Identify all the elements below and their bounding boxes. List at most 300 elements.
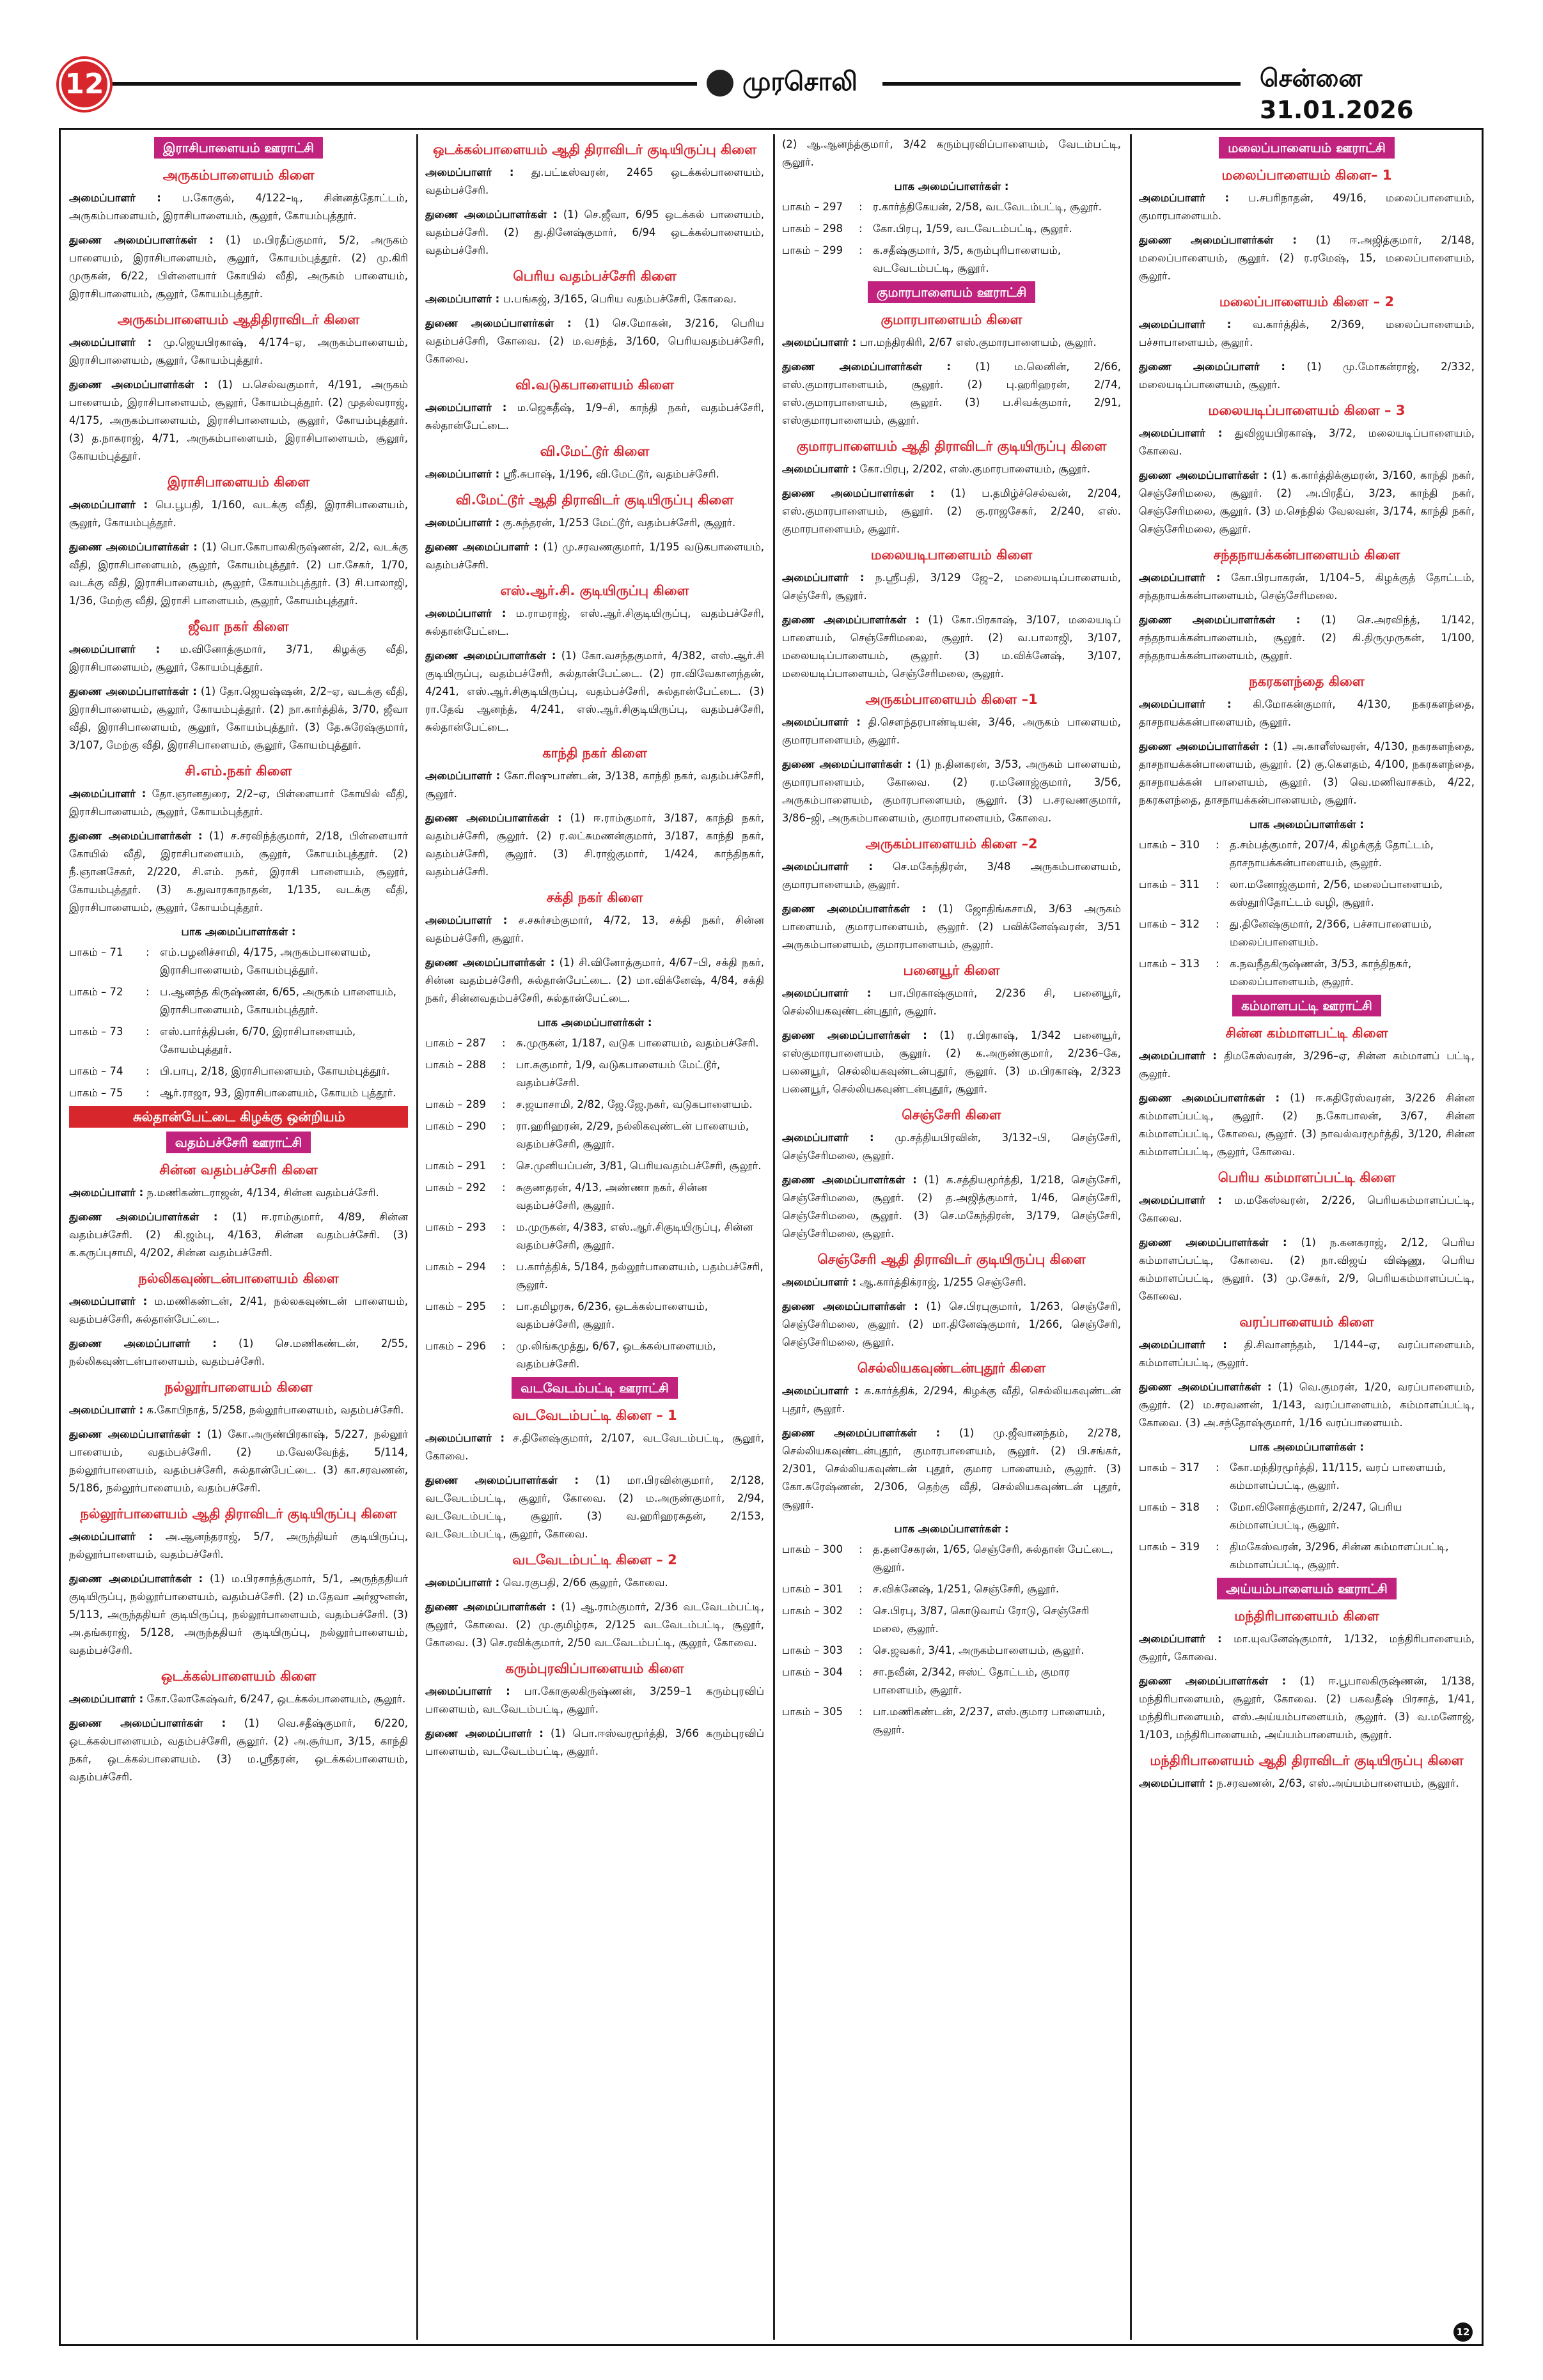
member-details: (1) செ.பிரபுகுமார், 1/263, செஞ்சேரி, செஞ்சேரிமலை, சூலூர். (2) மா.தினேஷ்குமார், 1/266, செஞ்சேரி, செஞ்சேரிமலை, சூலூர்.: [782, 1300, 1121, 1348]
booth-row: [782, 1580, 1121, 1598]
office-bearer-entry: [69, 1690, 408, 1708]
role-label: துணை அமைப்பாளர்கள் :: [425, 812, 562, 824]
branch-heading: செல்லியகவுண்டன்புதூர் கிளை: [857, 1360, 1046, 1376]
member-details: மா.யுவனேஷ்குமார், 1/132, மந்திரிபாளையம், சூலூர், கோவை.: [1139, 1633, 1475, 1663]
office-bearer-entry: [782, 984, 1121, 1020]
office-bearer-entry: [425, 164, 764, 199]
page-header: [0, 0, 1543, 147]
booth-row: [782, 242, 1121, 277]
booth-number: பாகம் – 318: [1139, 1501, 1200, 1513]
booth-row: [425, 1337, 764, 1373]
office-bearer-entry: [1139, 1630, 1475, 1666]
office-bearer-entry: [782, 713, 1121, 749]
booth-number: பாகம் – 291: [425, 1160, 486, 1172]
member-details: (1) செ.மணிகண்டன், 2/55, நல்லிகவுண்டன்பாளையம், வதம்பச்சேரி.: [69, 1337, 408, 1367]
booth-number: பாகம் – 293: [425, 1221, 486, 1233]
office-bearer-entry: [425, 912, 764, 947]
member-details: க.கார்த்திக், 2/294, கிழக்கு வீதி, செல்லியகவுண்டன் புதூர், சூலூர்.: [782, 1385, 1121, 1415]
role-label: அமைப்பாளர் :: [782, 987, 872, 999]
booth-separator: :: [146, 1087, 150, 1099]
member-details: கோ.ரிஷுபாண்டன், 3/138, காந்தி நகர், வதம்பச்சேரி, சூலூர்.: [425, 770, 764, 800]
booth-separator: :: [502, 1037, 506, 1049]
section-banner: குமாரபாளையம் ஊராட்சி: [868, 281, 1036, 303]
role-label: துணை அமைப்பாளர்கள் :: [1139, 614, 1301, 626]
member-details: தோ.ஞானதுரை, 2/2–ஏ, பிள்ளையார் கோயில் வீதி, இராசிபாளையம், சூலூர், கோயம்புத்தூர்.: [69, 788, 408, 818]
booth-row: [425, 1179, 764, 1215]
booth-member: செ.ஜவகர், 3/41, அருகம்பாளையம், சூலூர்.: [873, 1644, 1085, 1656]
branch-heading: மந்திரிபாளையம் கிளை: [1234, 1608, 1379, 1624]
role-label: அமைப்பாளர் :: [782, 860, 873, 873]
booth-separator: :: [859, 1583, 863, 1595]
booth-row: [1139, 836, 1475, 872]
booth-separator: :: [502, 1261, 506, 1273]
booth-row: [425, 1298, 764, 1334]
role-label: துணை அமைப்பாளர்கள் :: [1139, 1675, 1287, 1687]
office-bearer-entry: [69, 538, 408, 610]
booth-row: [425, 1157, 764, 1175]
role-label: துணை அமைப்பாளர்கள் :: [69, 378, 208, 391]
booth-number: பாகம் – 305: [782, 1706, 843, 1718]
booth-separator: :: [1216, 839, 1219, 851]
booth-separator: :: [859, 1644, 863, 1656]
member-details: தி.சௌந்தரபாண்டியன், 3/46, அருகம் பாளையம், குமாரபாளையம், சூலூர்.: [782, 716, 1121, 746]
member-details: ப.சபரிநாதன், 49/16, மலைப்பாளையம், குமாரபாளையம்.: [1139, 192, 1475, 222]
office-bearer-entry: [782, 1382, 1121, 1418]
column-divider: [773, 134, 775, 2340]
column-1: [69, 133, 408, 2338]
booth-member: ம.முருகன், 4/383, எஸ்.ஆர்.சிகுடியிருப்பு, சின்ன வதம்பச்சேரி, சூலூர்.: [516, 1221, 753, 1251]
office-bearer-entry: [1139, 1775, 1475, 1793]
booth-separator: :: [859, 1605, 863, 1617]
role-label: துணை அமைப்பாளர்கள் :: [782, 1300, 918, 1312]
booth-separator: :: [859, 244, 863, 256]
office-bearer-entry: [1139, 358, 1475, 394]
role-label: அமைப்பாளர் :: [1139, 427, 1223, 439]
member-details: ப.பங்கஜ், 3/165, பெரிய வதம்பச்சேரி, கோவை.: [503, 293, 737, 305]
member-details: (1) ம.லெனின், 2/66, எஸ்.குமாரபாளையம், சூலூர். (2) பு.ஹரிஹரன், 2/74, எஸ்.குமாரபாளையம், சூலூர். (3) ப.சிவக்குமார், 2/91, எஸ்குமாரபாளையம், சூலூர்.: [782, 361, 1121, 426]
branch-heading: அருகம்பாளையம் கிளை –1: [865, 692, 1038, 707]
office-bearer-entry: [782, 569, 1121, 605]
office-bearer-entry: [69, 1401, 408, 1419]
member-details: (1) ஈ.பூபாலகிருஷ்ணன், 1/138, மந்திரிபாளையம், சூலூர், கோவை. (2) பகவதீஷ் பிரசாத், 1/41, மந்திரிபாளையம், எஸ்.அய்யம்பாளையம், சூலூர். (3) வ.மனோஜ், 1/103, மந்திரிபாளையம், அய்யம்பாளையம், சூலூர்.: [1139, 1675, 1475, 1741]
role-label: துணை அமைப்பாளர்கள் :: [69, 234, 214, 246]
branch-heading: மலையடிபாளையம் கிளை: [870, 547, 1033, 563]
role-label: துணை அமைப்பாளர்கள் :: [69, 1717, 226, 1729]
booth-row: [425, 1218, 764, 1254]
branch-heading: செஞ்சேரி ஆதி திராவிடர் குடியிருப்பு கிளை: [817, 1252, 1086, 1267]
member-details: (1) ஈ.ராம்குமார், 3/187, காந்தி நகர், வதம்பச்சேரி, சூலூர். (2) ர.லட்சுமணன்குமார், 3/187, காந்தி நகர், வதம்பச்சேரி, சூலூர். (3) சி.ராஜ்குமார், 1/424, காந்திநகர், வதம்பச்சேரி.: [425, 812, 764, 878]
office-bearer-entry: [1139, 316, 1475, 352]
booth-number: பாகம் – 317: [1139, 1461, 1200, 1474]
member-details: ந.ஸ்ரீபதி, 3/129 ஜே–2, மலையடிப்பாளையம், செஞ்சேரி, சூலூர்.: [782, 572, 1121, 602]
masthead-title: முரசொலி: [742, 66, 858, 97]
office-bearer-entry: [1139, 1047, 1475, 1083]
member-details: ப.கோகுல், 4/122–டி, சின்னத்தோட்டம், அருகம்பாளையம், இராசிபாளையம், சூலூர், கோயம்புத்தூர்.: [69, 192, 408, 222]
office-bearer-entry: [69, 1570, 408, 1660]
booth-row: [1139, 1538, 1475, 1574]
office-bearer-entry: [69, 1184, 408, 1202]
branch-heading: பெரிய வதம்பச்சேரி கிளை: [513, 268, 677, 284]
booth-member: ச.ஜயாசாமி, 2/82, ஜே.ஜே.நகர், வடுகபாளையம்.: [516, 1098, 753, 1110]
booth-row: [782, 1703, 1121, 1739]
branch-heading: கரும்புரவிப்பாளையம் கிளை: [505, 1661, 684, 1676]
role-label: அமைப்பாளர் :: [425, 468, 500, 480]
role-label: அமைப்பாளர் :: [69, 1530, 153, 1543]
booth-row: [69, 1062, 408, 1080]
office-bearer-entry: [1139, 611, 1475, 665]
branch-heading: சின்ன கம்மாளபட்டி கிளை: [1225, 1025, 1388, 1041]
section-banner: வதம்பச்சேரி ஊராட்சி: [166, 1132, 311, 1153]
member-details: பா.கோகுலகிருஷ்ணன், 3/259–1 கரும்புரவிப் பாளையம், வடவேடம்பட்டி, சூலூர்.: [425, 1685, 764, 1715]
booth-separator: :: [859, 201, 863, 213]
member-details: கோ.பிரபாகரன், 1/104–5, கிழக்குத் தோட்டம், சந்தநாயக்கன்பாளையம், செஞ்சேரிமலை.: [1139, 572, 1475, 602]
office-bearer-entry: [69, 785, 408, 821]
role-label: அமைப்பாளர் :: [425, 1432, 505, 1444]
role-label: துணை அமைப்பாளர்கள் :: [69, 1428, 201, 1440]
member-details: ம.ஜெகதீஷ், 1/9–சி, காந்தி நகர், வதம்பச்சேரி, சுல்தான்பேட்டை.: [425, 401, 764, 432]
member-details: ச.தினேஷ்குமார், 2/107, வடவேடம்பட்டி, சூலூர், கோவை.: [425, 1432, 764, 1462]
branch-heading: வி.மேட்டூர் கிளை: [540, 444, 650, 459]
member-details: (1) பொ.ஈஸ்வரமூர்த்தி, 3/66 கரும்புரவிப் பாளையம், வடவேடம்பட்டி, சூலூர்.: [425, 1727, 764, 1757]
member-details: (1) தோ.ஜெயஷ்ஷன், 2/2–ஏ, வடக்கு வீதி, இராசிபாளையம், சூலூர், கோயம்புத்தூர். (2) நா.கார்த்திக், 3/70, ஜீவா வீதி, இராசிபாளையம், சூலூர், கோயம்புத்தூர். (3) தே.சுரேஷ்குமார், 3/107, மேற்கு வீதி, இராசிபாளையம், சூலூர், கோயம்புத்தூர்.: [69, 685, 408, 751]
office-bearer-entry: [69, 496, 408, 532]
member-details: (1) ஆ.ராம்குமார், 2/36 வடவேடம்பட்டி, சூலூர், கோவை. (2) மு.குமிழ்ரசு, 2/125 வடவேடம்பட்டி, சூலூர், கோவை. (3) செ.ரவிக்குமார், 2/50 வடவேடம்பட்டி, சூலூர், கோவை.: [425, 1601, 764, 1649]
member-details: (1) செ.மோகன், 3/216, பெரிய வதம்பச்சேரி, கோவை. (2) ம.வசந்த், 3/160, பெரியவதம்பச்சேரி, கோவை.: [425, 317, 764, 365]
booth-number: பாகம் – 310: [1139, 839, 1200, 851]
role-label: துணை அமைப்பாளர்கள் :: [69, 830, 203, 842]
office-bearer-entry: [425, 399, 764, 435]
booth-member: ரா.ஹரிஹரன், 2/29, நல்லிகவுண்டன் பாளையம், வதம்பச்சேரி, சூலூர்.: [516, 1120, 749, 1150]
role-label: துணை அமைப்பாளர்கள் :: [1139, 1381, 1272, 1393]
member-details: திமகேஸ்வரன், 3/296–ஏ, சின்ன கம்மாளப் பட்டி, சூலூர்.: [1139, 1050, 1475, 1080]
booth-separator: :: [1216, 1501, 1219, 1513]
member-details: கோ.லோகேஷ்வர், 6/247, ஒடக்கல்பாளையம், சூலூர்.: [146, 1693, 406, 1705]
branch-heading: சந்தநாயக்கன்பாளையம் கிளை: [1213, 547, 1400, 563]
role-label: அமைப்பாளர் :: [425, 914, 508, 926]
role-label: துணை அமைப்பாளர் :: [425, 1727, 544, 1739]
member-details: வெ.ரகுபதி, 2/66 சூலூர், கோவை.: [503, 1576, 668, 1589]
member-details: பா.மந்திரகிரி, 2/67 எஸ்.குமாரபாளையம், சூலூர்.: [859, 336, 1097, 348]
office-bearer-entry: [782, 1273, 1121, 1291]
booth-number: பாகம் – 300: [782, 1543, 843, 1555]
branch-heading: சி.எம்.நகர் கிளை: [185, 763, 292, 779]
role-label: துணை அமைப்பாளர்கள் :: [69, 1211, 218, 1223]
member-details: மு.ஜெயபிரகாஷ், 4/174–ஏ, அருகம்பாளையம், இராசிபாளையம், சூலூர், கோயம்புத்தூர்.: [69, 336, 408, 366]
member-details: (1) ப.செல்வகுமார், 4/191, அருகம் பாளையம், இராசிபாளையம், சூலூர், கோயம்புத்தூர். (2) முதல்வராஜ், 4/175, அருகம்பாளையம், இராசிபாளையம், சூலூர், கோயம்புத்தூர். (3) த.நாகராஜ், 4/71, அருகம்பாளையம், இராசிபாளையம், சூலூர், கோயம்புத்தூர்.: [69, 378, 408, 462]
role-label: துணை அமைப்பாளர்கள் :: [425, 317, 572, 329]
branch-heading: எஸ்.ஆர்.சி. குடியிருப்பு கிளை: [500, 583, 689, 598]
branch-heading: அருகம்பாளையம் கிளை –2: [865, 836, 1038, 852]
booth-separator: :: [859, 1666, 863, 1678]
booth-row: [1139, 915, 1475, 951]
booth-separator: :: [1216, 918, 1219, 930]
office-bearer-entry: [69, 1426, 408, 1497]
branch-heading: ஜீவா நகர் கிளை: [188, 619, 289, 634]
booth-separator: :: [502, 1120, 506, 1132]
role-label: அமைப்பாளர் :: [69, 499, 148, 511]
section-banner: இராசிபாளையம் ஊராட்சி: [154, 137, 323, 159]
branch-heading: மலைப்பாளையம் கிளை– 1: [1221, 167, 1392, 183]
member-details: து.பட்டீஸ்வரன், 2465 ஒடக்கல்பாளையம், வதம்பச்சேரி.: [425, 166, 764, 196]
member-details: (1) ஈ.அஜித்குமார், 2/148, மலைப்பாளையம், சூலூர். (2) ர.ரமேஷ், 15, மலைப்பாளையம், சூலூர்.: [1139, 234, 1475, 282]
office-bearer-entry: [425, 809, 764, 881]
member-details: (1) அ.காளீஸ்வரன், 4/130, நகரகளந்தை, தாசநாயக்கன்பாளையம், சூலூர். (2) கு.கௌதம், 4/100, நகரகளந்தை, தாசநாயக்கன் பாளையம், சூலூர். (3) வெ.மணிவாசகம், 4/22, நகரகளந்தை, தாசநாயக்கன்பாளையம், சூலூர்.: [1139, 740, 1475, 806]
branch-heading: வி.மேட்டூர் ஆதி திராவிடர் குடியிருப்பு கிளை: [455, 492, 734, 508]
booth-member: பா.தமிழரசு, 6/236, ஒடக்கல்பாளையம், வதம்பச்சேரி, சூலூர்.: [516, 1300, 709, 1330]
booth-row: [782, 1541, 1121, 1576]
page-number-badge: 12: [59, 59, 110, 110]
role-label: அமைப்பாளர் :: [69, 788, 146, 800]
member-details: (1) ப.தமிழ்ச்செல்வன், 2/204, எஸ்.குமாரபாளையம், சூலூர். (2) கு.ராஜசேகர், 2/240, எஸ். குமாரபாளையம், சூலூர்.: [782, 487, 1121, 535]
office-bearer-entry: [1139, 738, 1475, 809]
booth-member: பா.மணிகண்டன், 2/237, எஸ்.குமார பாளையம், சூலூர்.: [873, 1706, 1106, 1736]
member-details: ம.வினோத்குமார், 3/71, கிழக்கு வீதி, இராசிபாளையம், சூலூர், கோயம்புத்தூர்.: [69, 643, 408, 673]
role-label: அமைப்பாளர் :: [1139, 572, 1221, 584]
section-banner: மலைப்பாளையம் ஊராட்சி: [1219, 137, 1395, 159]
branch-heading: நகரகளந்தை கிளை: [1249, 674, 1365, 689]
office-bearer-entry: [425, 290, 764, 308]
booth-separator: :: [146, 946, 150, 958]
office-bearer-entry: [1139, 1234, 1475, 1305]
branch-heading: பனையூர் கிளை: [903, 963, 1000, 978]
booth-number: பாகம் – 302: [782, 1605, 843, 1617]
office-bearer-entry: [782, 1129, 1121, 1165]
booth-member: க.சதீஷ்குமார், 3/5, கரும்புரிபாளையம், வடவேடம்பட்டி, சூலூர்.: [873, 244, 1061, 274]
booth-row: [782, 220, 1121, 238]
role-label: துணை அமைப்பாளர்கள் :: [69, 541, 198, 553]
role-label: அமைப்பாளர் :: [1139, 1777, 1214, 1789]
member-details: (1) க.கார்த்திக்குமரன், 3/160, காந்தி நகர், செஞ்சேரிமலை, சூலூர். (2) அ.பிரதீப், 3/23, காந்தி நகர், செஞ்சேரிமலை, சூலூர். (3) ம.செந்தில் வேலவன், 3/174, காந்தி நகர், செஞ்சேரிமலை, சூலூர்.: [1139, 469, 1475, 535]
role-label: அமைப்பாளர் :: [69, 1404, 144, 1416]
booth-separator: :: [146, 1025, 150, 1038]
member-details: (1) செ.அரவிந்த், 1/142, சந்தநாயக்கன்பாளையம், சூலூர். (2) கி.திருமுருகன், 1/100, சந்தநாயக்கன்பாளையம், சூலூர்.: [1139, 614, 1475, 662]
role-label: அமைப்பாளர் :: [1139, 1339, 1227, 1351]
header-rule-right: [882, 82, 1241, 86]
role-label: அமைப்பாளர் :: [1139, 318, 1232, 331]
header-rule-left: [109, 82, 697, 86]
office-bearer-entry: [69, 189, 408, 225]
booth-number: பாகம் – 74: [69, 1065, 123, 1077]
branch-heading: மந்திரிபாளையம் ஆதி திராவிடர் குடியிருப்பு கிளை: [1150, 1753, 1464, 1768]
branch-heading: பெரிய கம்மாளப்பட்டி கிளை: [1218, 1170, 1396, 1185]
office-bearer-entry: [782, 900, 1121, 954]
role-label: அமைப்பாளர் :: [69, 1295, 148, 1307]
column-2: [425, 133, 764, 2338]
booth-row: [782, 1602, 1121, 1638]
booth-separator: :: [502, 1098, 506, 1110]
section-label: பாக அமைப்பாளர்கள் :: [1249, 1441, 1364, 1453]
booth-member: சுகுணதரன், 4/13, அண்ணா நகர், சின்ன வதம்பச்சேரி, சூலூர்.: [516, 1181, 707, 1211]
booth-member: ஆர்.ராஜா, 93, இராசிபாளையம், கோயம் புத்தூர்.: [160, 1087, 396, 1099]
member-details: ஆ.கார்த்திக்ராஜ், 1/255 செஞ்சேரி.: [859, 1276, 1027, 1288]
role-label: அமைப்பாளர் :: [1139, 698, 1232, 710]
column-4: [1139, 133, 1475, 2338]
booth-member: செ.முனியப்பன், 3/81, பெரியவதம்பச்சேரி, சூலூர்.: [516, 1160, 762, 1172]
role-label: துணை அமைப்பாளர்கள் :: [782, 1174, 917, 1186]
office-bearer-entry: [782, 460, 1121, 478]
role-label: துணை அமைப்பாளர்கள் :: [425, 208, 558, 221]
booth-row: [425, 1096, 764, 1114]
section-banner: வடவேடம்பட்டி ஊராட்சி: [512, 1377, 678, 1399]
role-label: துணை அமைப்பாளர்கள் :: [782, 487, 935, 499]
office-bearer-entry: [782, 485, 1121, 538]
member-details: ம.மணிகண்டன், 2/41, நல்லகவுண்டன் பாளையம், வதம்பச்சேரி, சுல்தான்பேட்டை.: [69, 1295, 408, 1325]
booth-number: பாகம் – 312: [1139, 918, 1200, 930]
office-bearer-entry: [782, 136, 1121, 171]
member-details: கி.மோகன்குமார், 4/130, நகரகளந்தை, தாசநாயக்கன்பாளையம், சூலூர்.: [1139, 698, 1475, 728]
role-label: துணை அமைப்பாளர்கள் :: [1139, 1092, 1280, 1104]
member-details: (1) மா.பிரவின்குமார், 2/128, வடவேடம்பட்டி, சூலூர், கோவை. (2) ம.அருண்குமார், 2/94, வடவேடம்பட்டி, சூலூர். (3) வ.ஹரிஹரசுதன், 2/153, வடவேடம்பட்டி, சூலூர், கோவை.: [425, 1474, 764, 1540]
member-details: (1) ந.தினகரன், 3/53, அருகம் பாளையம், குமாரபாளையம், கோவை. (2) ர.மனோஜ்குமார், 3/56, அருகம்பாளையம், குமாரபாளையம், சூலூர். (3) ப.சரவணகுமார், 3/86–ஜி, அருகம்பாளையம், குமாரபாளையம், கோவை.: [782, 758, 1121, 824]
role-label: அமைப்பாளர் :: [1139, 1050, 1218, 1062]
role-label: அமைப்பாளர் :: [782, 1132, 874, 1144]
office-bearer-entry: [782, 1027, 1121, 1098]
booth-separator: :: [859, 1706, 863, 1718]
role-label: துணை அமைப்பாளர்கள் :: [69, 1573, 203, 1585]
branch-heading: வி.வடுகபாளையம் கிளை: [515, 377, 674, 393]
role-label: துணை அமைப்பாளர் :: [1139, 361, 1286, 373]
booth-number: பாகம் – 290: [425, 1120, 486, 1132]
role-label: துணை அமைப்பாளர்கள் :: [1139, 1236, 1287, 1248]
booth-number: பாகம் – 296: [425, 1340, 486, 1352]
office-bearer-entry: [69, 231, 408, 303]
member-details: (1) கோ.அருண்பிரகாஷ், 5/227, நல்லூர் பாளையம், வதம்பச்சேரி. (2) ம.வேலவேந்த், 5/114, நல்லூர்பாளையம், வதம்பச்சேரி, சுல்தான்பேட்டை. (3) கா.சரவணன், 5/186, நல்லூர்பாளையம், வதம்பச்சேரி.: [69, 1428, 408, 1494]
booth-member: எஸ்.பார்த்திபன், 6/70, இராசிபாளையம், கோயம்புத்தூர்.: [160, 1025, 356, 1055]
role-label: துணை அமைப்பாளர்கள் :: [782, 614, 920, 626]
branch-heading: அருகம்பாளையம் கிளை: [162, 167, 315, 183]
member-details: (1) ச.சரவிந்த்குமார், 2/18, பிள்ளையார் கோயில் வீதி, இராசிபாளையம், சூலூர், கோயம்புத்தூர். (2) நீ.ஞானசேகர், 2/220, சி.எம். நகர், இராசி பாளையம், சூலூர், கோயம்புத்தூர். (3) க.துவாரகாநாதன், 1/135, வடக்கு வீதி, இராசிபாளையம், சூலூர், கோயம்புத்தூர்.: [69, 830, 408, 914]
office-bearer-entry: [69, 641, 408, 676]
role-label: அமைப்பாளர் :: [782, 463, 857, 475]
office-bearer-entry: [425, 1472, 764, 1543]
office-bearer-entry: [69, 376, 408, 465]
member-details: க.கோபிநாத், 5/258, நல்லூர்பாளையம், வதம்பச்சேரி.: [146, 1404, 404, 1416]
column-3: [782, 133, 1121, 2338]
booth-row: [425, 1056, 764, 1092]
role-label: அமைப்பாளர் :: [1139, 1633, 1222, 1645]
role-label: அமைப்பாளர் :: [425, 1576, 500, 1589]
booth-member: சா.நவீன், 2/342, ஈஸ்ட் தோட்டம், குமார பாளையம், சூலூர்.: [873, 1666, 1070, 1696]
office-bearer-entry: [69, 1528, 408, 1564]
role-label: அமைப்பாளர் :: [1139, 1194, 1223, 1206]
booth-row: [69, 1084, 408, 1102]
booth-member: த.தனசேகரன், 1/65, செஞ்சேரி, சுல்தான் பேட்டை, சூலூர்.: [873, 1543, 1113, 1573]
booth-member: சு.முருகன், 1/187, வடுக பாளையம், வதம்பச்சேரி.: [516, 1037, 759, 1049]
booth-member: ர.கார்த்திகேயன், 2/58, வடவேடம்பட்டி, சூலூர்.: [873, 201, 1102, 213]
member-details: ஸ்ரீ.சுபாஷ், 1/196, வி.மேட்டூர், வதம்பச்சேரி.: [503, 468, 719, 480]
booth-separator: :: [146, 1065, 150, 1077]
branch-heading: வரப்பாளையம் கிளை: [1239, 1314, 1374, 1330]
member-details: செ.மகேந்திரன், 3/48 அருகம்பாளையம், குமாரபாளையம், சூலூர்.: [782, 860, 1121, 891]
branch-heading: ஒடக்கல்பாளையம் கிளை: [161, 1668, 317, 1684]
section-label: பாக அமைப்பாளர்கள் :: [537, 1016, 652, 1029]
role-label: அமைப்பாளர் :: [69, 1186, 144, 1199]
office-bearer-entry: [1139, 1672, 1475, 1744]
section-label: பாக அமைப்பாளர்கள் :: [894, 1523, 1009, 1535]
booth-row: [69, 983, 408, 1019]
logo-icon: [707, 70, 733, 97]
booth-row: [1139, 1498, 1475, 1534]
office-bearer-entry: [1139, 1192, 1475, 1227]
booth-member: க.நவநீதகிருஷ்ணன், 3/53, காந்திநகர், மலைப்பாளையம், சூலூர்.: [1230, 958, 1412, 988]
office-bearer-entry: [782, 611, 1121, 683]
office-bearer-entry: [425, 954, 764, 1007]
office-bearer-entry: [69, 1335, 408, 1371]
member-details: துவிஜயபிரகாஷ், 3/72, மலையடிப்பாளையம், கோவை.: [1139, 427, 1475, 457]
branch-heading: குமாரபாளையம் ஆதி திராவிடர் குடியிருப்பு கிளை: [796, 439, 1107, 454]
branch-heading: சின்ன வதம்பச்சேரி கிளை: [159, 1162, 318, 1178]
member-details: (1) பொ.கோபாலகிருஷ்ணன், 2/2, வடக்கு வீதி, இராசிபாளையம், சூலூர், கோயம்புத்தூர். (2) பா.சேகர், 1/70, வடக்கு வீதி, இராசிபாளையம், சூலூர், கோயம்புத்தூர். (3) சி.பாலாஜி, 1/36, மேற்கு வீதி, இராசி பாளையம், சூலூர், கோயம்புத்தூர்.: [69, 541, 408, 607]
office-bearer-entry: [782, 334, 1121, 352]
member-details: ந.சரவணன், 2/63, எஸ்.அய்யம்பாளையம், சூலூர்.: [1216, 1777, 1459, 1789]
office-bearer-entry: [1139, 1378, 1475, 1432]
role-label: அமைப்பாளர் :: [69, 336, 152, 348]
branch-heading: அருகம்பாளையம் ஆதிதிராவிடர் கிளை: [117, 312, 360, 327]
union-banner: சுல்தான்பேட்டை கிழக்கு ஒன்றியம்: [69, 1106, 408, 1128]
member-details: (1) வெ.சதீஷ்குமார், 6/220, ஒடக்கல்பாளையம், வதம்பச்சேரி, சூலூர். (2) அ.சூர்யா, 3/15, காந்தி நகர், ஒடக்கல்பாளையம். (3) ம.ஸ்ரீதரன், ஒடக்கல்பாளையம், வதம்பச்சேரி.: [69, 1717, 408, 1783]
booth-row: [425, 1117, 764, 1153]
booth-number: பாகம் – 299: [782, 244, 843, 256]
booth-row: [69, 944, 408, 979]
masthead: [700, 63, 864, 104]
booth-separator: :: [502, 1181, 506, 1194]
member-details: (1) ந.கனகராஜ், 2/12, பெரிய கம்மாளப்பட்டி, கோவை. (2) நா.விஜய் விஷ்ணு, பெரிய கம்மாளப்பட்டி, சூலூர். (3) மு.சேகர், 2/9, பெரியகம்மாளப்பட்டி, கோவை.: [1139, 1236, 1475, 1302]
column-divider: [1130, 134, 1132, 2340]
role-label: அமைப்பாளர் :: [782, 336, 857, 348]
booth-member: ப.ஆனந்த கிருஷ்ணன், 6/65, அருகம் பாளையம், இராசிபாளையம், கோயம்புத்தூர்.: [160, 986, 397, 1016]
branch-heading: வடவேடம்பட்டி கிளை – 1: [512, 1408, 677, 1423]
member-details: தி.சிவானந்தம், 1/144–ஏ, வரப்பாளையம், கம்மாளப்பட்டி, சூலூர்.: [1139, 1339, 1475, 1369]
office-bearer-entry: [782, 1424, 1121, 1514]
office-bearer-entry: [69, 1208, 408, 1262]
office-bearer-entry: [782, 358, 1121, 430]
booth-member: லா.மனோஜ்குமார், 2/56, மலைப்பாளையம், கஸ்தூரிதோட்டம் வழி, சூலூர்.: [1230, 878, 1443, 908]
role-label: அமைப்பாளர் :: [425, 517, 500, 529]
member-details: ந.மணிகண்டராஜன், 4/134, சின்ன வதம்பச்சேரி.: [146, 1186, 379, 1199]
booth-row: [782, 198, 1121, 216]
booth-separator: :: [146, 986, 150, 998]
booth-row: [782, 1663, 1121, 1699]
booth-member: எம்.பழனிச்சாமி, 4/175, அருகம்பாளையம், இராசிபாளையம், கோயம்புத்தூர்.: [160, 946, 371, 976]
role-label: அமைப்பாளர் :: [425, 401, 507, 414]
booth-member: திமகேஸ்வரன், 3/296, சின்ன கம்மாளப்பட்டி, கம்மாளப்பட்டி, சூலூர்.: [1230, 1541, 1449, 1571]
role-label: துணை அமைப்பாளர்கள் :: [425, 1474, 579, 1486]
section-label: பாக அமைப்பாளர்கள் :: [1249, 818, 1364, 830]
role-label: துணை அமைப்பாளர்கள் :: [782, 361, 952, 373]
section-label: பாக அமைப்பாளர்கள் :: [894, 180, 1009, 192]
booth-member: கோ.மந்திரமூர்த்தி, 11/115, வரப் பாளையம், கம்மாளப்பட்டி, சூலூர்.: [1230, 1461, 1446, 1491]
booth-separator: :: [859, 1543, 863, 1555]
branch-heading: இராசிபாளையம் கிளை: [167, 474, 310, 490]
member-details: (1) மு.சரவணகுமார், 1/195 வடுகபாளையம், வதம்பச்சேரி.: [425, 541, 764, 571]
office-bearer-entry: [782, 858, 1121, 894]
branch-heading: வடவேடம்பட்டி கிளை – 2: [512, 1552, 677, 1567]
role-label: அமைப்பாளர் :: [69, 643, 161, 655]
office-bearer-entry: [1139, 569, 1475, 605]
role-label: துணை அமைப்பாளர்கள் :: [69, 685, 197, 697]
member-details: கு.சுந்தரன், 1/253 மேட்டூர், வதம்பச்சேரி, சூலூர்.: [503, 517, 736, 529]
booth-number: பாகம் – 73: [69, 1025, 123, 1038]
office-bearer-entry: [69, 1715, 408, 1786]
section-banner: கம்மாளபட்டி ஊராட்சி: [1232, 995, 1381, 1016]
office-bearer-entry: [425, 1598, 764, 1652]
member-details: (1) ம.பிரதீப்குமார், 5/2, அருகம் பாளையம், இராசிபாளையம், சூலூர், கோயம்புத்தூர். (2) மு.கிரி முருகன், 6/22, பிள்ளையார் கோயில் வீதி, அருகம் பாளையம், இராசிபாளையம், சூலூர், கோயம்புத்தூர்.: [69, 234, 408, 300]
role-label: அமைப்பாளர் :: [425, 770, 501, 782]
booth-number: பாகம் – 72: [69, 986, 123, 998]
booth-number: பாகம் – 304: [782, 1666, 843, 1678]
member-details: பா.பிரகாஷ்குமார், 2/236 சி, பனையூர், செல்லியகவுண்டன்புதூர், சூலூர்.: [782, 987, 1121, 1017]
office-bearer-entry: [425, 647, 764, 736]
